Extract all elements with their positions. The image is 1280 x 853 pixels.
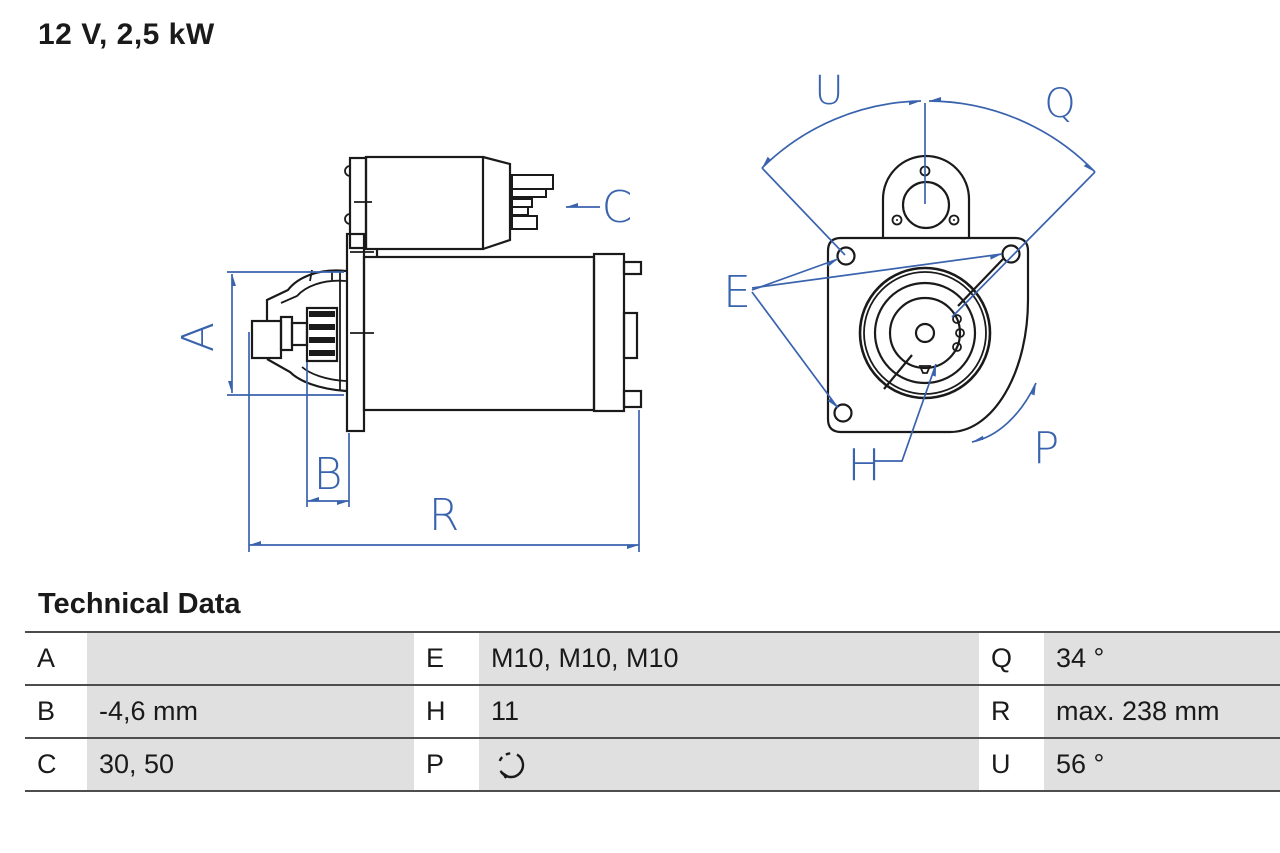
cell-key-H: H bbox=[414, 685, 479, 738]
side-view-drawing bbox=[173, 157, 641, 552]
solenoid-mount-tab bbox=[883, 156, 969, 238]
bolt-hole-top-right bbox=[1003, 246, 1020, 263]
cell-key-B: B bbox=[25, 685, 87, 738]
cell-key-P: P bbox=[414, 738, 479, 791]
cell-key-R: R bbox=[979, 685, 1044, 738]
pinion-gear bbox=[307, 308, 337, 361]
dimension-P-rotation-arrow bbox=[972, 383, 1036, 442]
table-row bbox=[25, 685, 1280, 738]
solenoid bbox=[345, 157, 553, 249]
cell-key-A: A bbox=[25, 632, 87, 685]
table-row bbox=[25, 632, 1280, 685]
cell-value-A bbox=[87, 632, 414, 685]
dim-label-E: E bbox=[723, 267, 751, 318]
dim-label-C: C bbox=[601, 182, 633, 233]
cell-key-E: E bbox=[414, 632, 479, 685]
cell-value-B: -4,6 mm bbox=[87, 685, 414, 738]
dim-label-A: A bbox=[173, 321, 224, 353]
motor-body bbox=[364, 249, 641, 411]
dimension-U-Q-arcs bbox=[762, 101, 1095, 317]
mounting-flange bbox=[347, 234, 374, 431]
dim-label-Q: Q bbox=[1044, 81, 1076, 127]
cell-value-U: 56 ° bbox=[1044, 738, 1280, 791]
cell-value-H: 11 bbox=[479, 685, 979, 738]
drive-end-housing bbox=[252, 270, 346, 391]
cell-key-Q: Q bbox=[979, 632, 1044, 685]
cell-key-C: C bbox=[25, 738, 87, 791]
dim-label-H: H bbox=[847, 440, 881, 491]
cell-value-Q: 34 ° bbox=[1044, 632, 1280, 685]
dim-label-U: U bbox=[814, 68, 844, 114]
cell-value-E: M10, M10, M10 bbox=[479, 632, 979, 685]
cell-key-U: U bbox=[979, 738, 1044, 791]
dim-label-B: B bbox=[313, 449, 343, 500]
table-row bbox=[25, 738, 1280, 791]
technical-data-heading: Technical Data bbox=[38, 588, 241, 620]
dim-label-R: R bbox=[428, 490, 460, 541]
dim-label-P: P bbox=[1032, 423, 1060, 474]
cell-value-P bbox=[479, 738, 979, 791]
rotation-direction-icon bbox=[491, 745, 531, 785]
cell-value-C: 30, 50 bbox=[87, 738, 414, 791]
technical-data-table bbox=[25, 631, 1280, 792]
cell-value-R: max. 238 mm bbox=[1044, 685, 1280, 738]
starter-motor-technical-drawing bbox=[0, 55, 1280, 580]
front-view-drawing bbox=[723, 68, 1095, 491]
solenoid-terminals bbox=[512, 175, 553, 229]
page-title: 12 V, 2,5 kW bbox=[38, 18, 215, 51]
